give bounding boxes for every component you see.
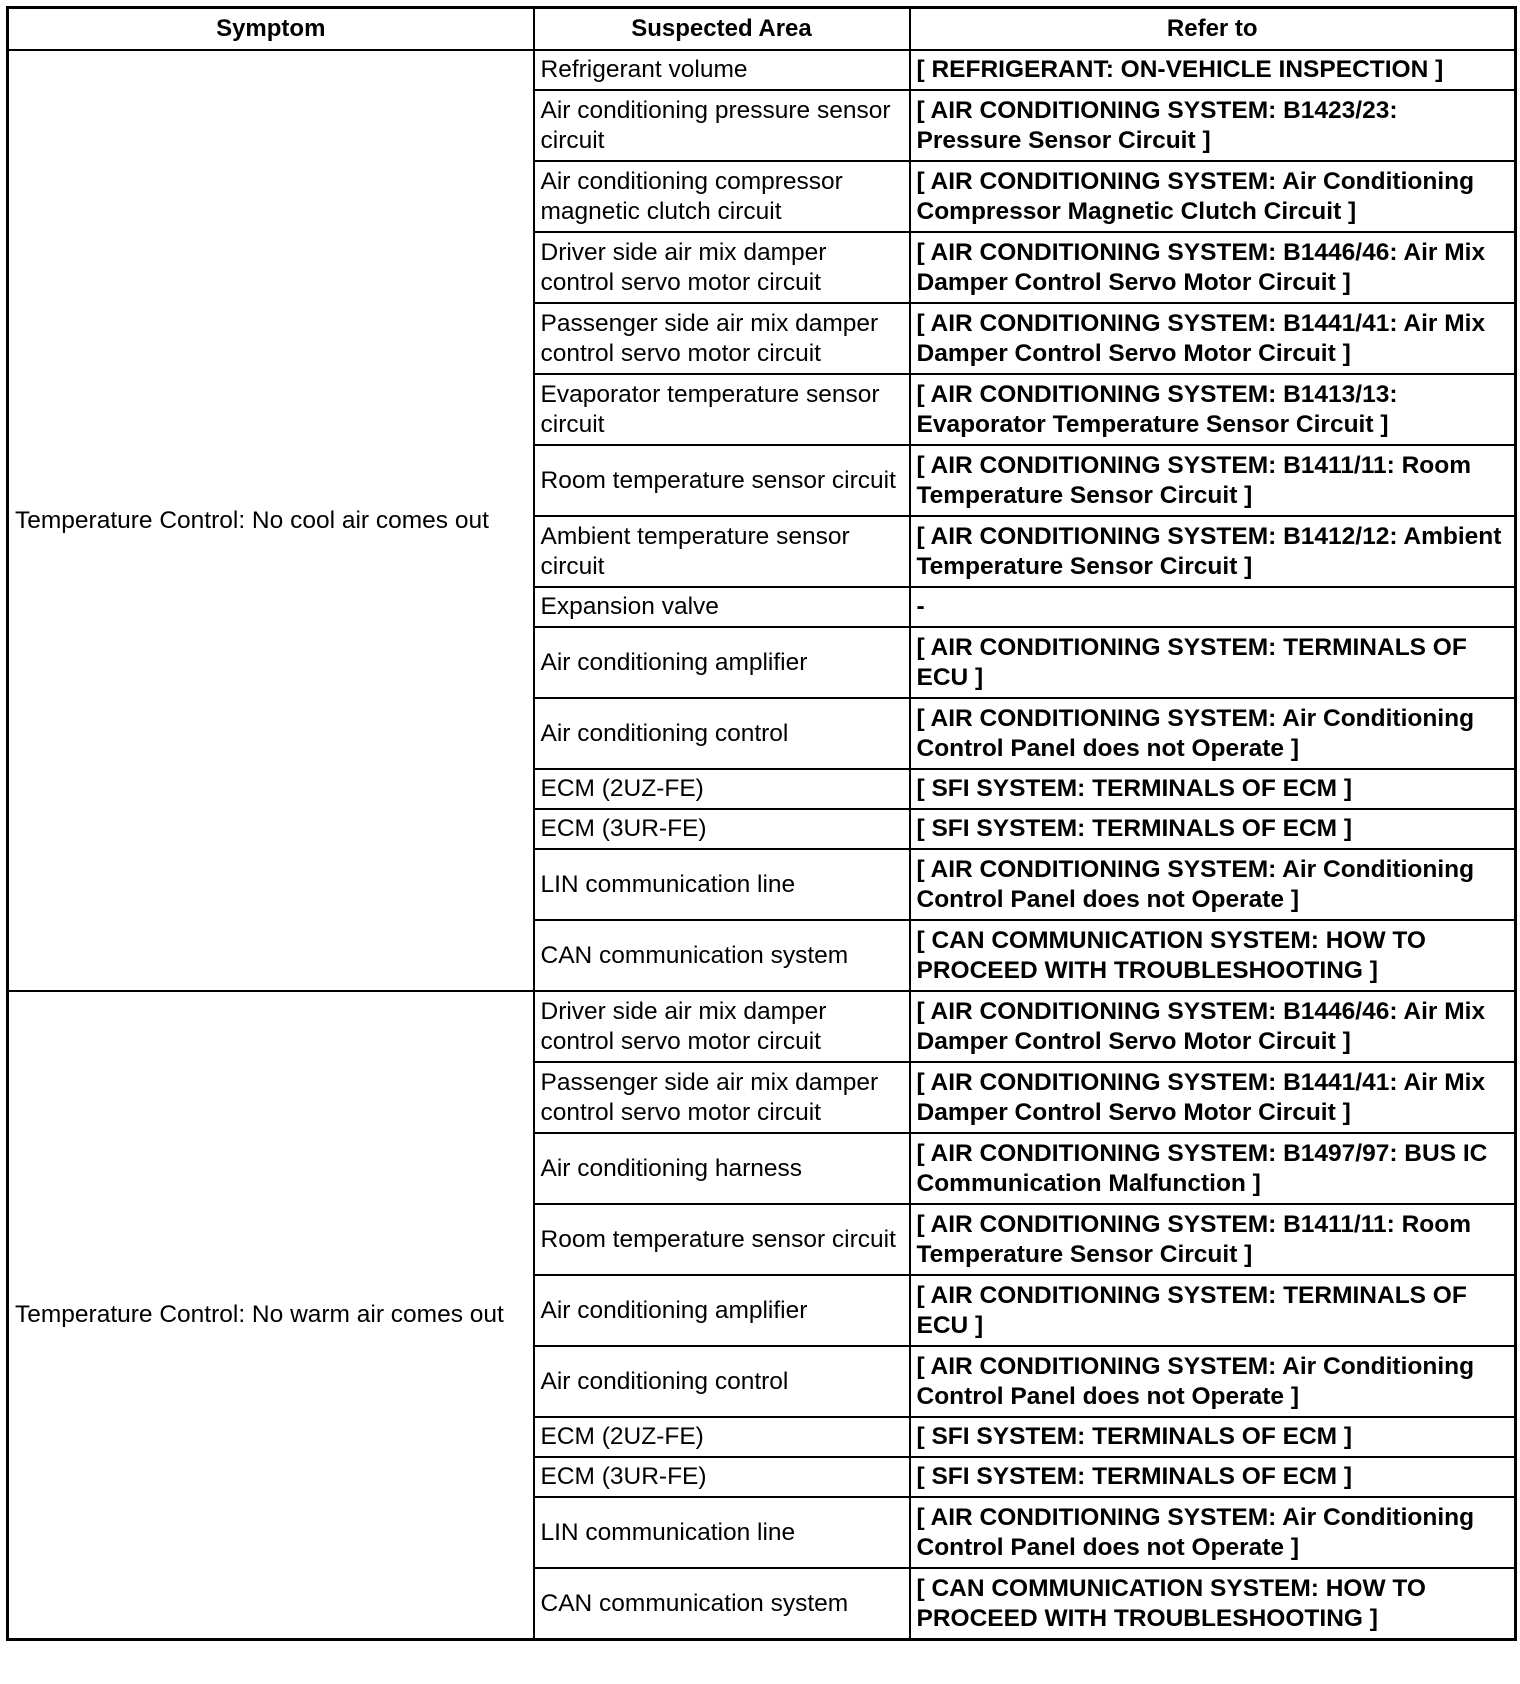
suspected-area-cell: Air conditioning amplifier — [534, 1275, 910, 1346]
suspected-area-cell: Ambient temperature sensor circuit — [534, 516, 910, 587]
refer-to-link[interactable]: [ AIR CONDITIONING SYSTEM: TERMINALS OF ECU ] — [910, 1275, 1516, 1346]
refer-to-link[interactable]: [ AIR CONDITIONING SYSTEM: B1441/41: Air Mix Damper Control Servo Motor Circuit ] — [910, 303, 1516, 374]
refer-to-link[interactable]: [ CAN COMMUNICATION SYSTEM: HOW TO PROCEED WITH TROUBLESHOOTING ] — [910, 920, 1516, 991]
refer-to-link[interactable]: [ AIR CONDITIONING SYSTEM: B1446/46: Air Mix Damper Control Servo Motor Circuit ] — [910, 232, 1516, 303]
suspected-area-cell: Driver side air mix damper control servo motor circuit — [534, 232, 910, 303]
refer-to-link[interactable]: [ AIR CONDITIONING SYSTEM: Air Conditioning Control Panel does not Operate ] — [910, 1346, 1516, 1417]
refer-to-link[interactable]: [ SFI SYSTEM: TERMINALS OF ECM ] — [910, 769, 1516, 809]
refer-to-link[interactable]: [ REFRIGERANT: ON-VEHICLE INSPECTION ] — [910, 50, 1516, 90]
table-row — [8, 991, 1516, 1062]
suspected-area-cell: LIN communication line — [534, 1497, 910, 1568]
suspected-area-cell: Room temperature sensor circuit — [534, 1204, 910, 1275]
suspected-area-cell: ECM (2UZ-FE) — [534, 769, 910, 809]
refer-to-text: - — [910, 587, 1516, 627]
suspected-area-cell: Air conditioning harness — [534, 1133, 910, 1204]
refer-to-link[interactable]: [ SFI SYSTEM: TERMINALS OF ECM ] — [910, 1457, 1516, 1497]
refer-to-link[interactable]: [ AIR CONDITIONING SYSTEM: B1423/23: Pressure Sensor Circuit ] — [910, 90, 1516, 161]
suspected-area-cell: Air conditioning control — [534, 1346, 910, 1417]
symptom-cell: Temperature Control: No warm air comes out — [8, 991, 534, 1640]
refer-to-link[interactable]: [ AIR CONDITIONING SYSTEM: B1497/97: BUS IC Communication Malfunction ] — [910, 1133, 1516, 1204]
refer-to-link[interactable]: [ AIR CONDITIONING SYSTEM: B1413/13: Evaporator Temperature Sensor Circuit ] — [910, 374, 1516, 445]
refer-to-link[interactable]: [ CAN COMMUNICATION SYSTEM: HOW TO PROCEED WITH TROUBLESHOOTING ] — [910, 1568, 1516, 1640]
refer-to-link[interactable]: [ AIR CONDITIONING SYSTEM: B1411/11: Room Temperature Sensor Circuit ] — [910, 445, 1516, 516]
suspected-area-cell: Air conditioning amplifier — [534, 627, 910, 698]
suspected-area-cell: Air conditioning compressor magnetic clutch circuit — [534, 161, 910, 232]
suspected-area-cell: Air conditioning control — [534, 698, 910, 769]
refer-to-link[interactable]: [ SFI SYSTEM: TERMINALS OF ECM ] — [910, 1417, 1516, 1457]
suspected-area-cell: Room temperature sensor circuit — [534, 445, 910, 516]
refer-to-link[interactable]: [ AIR CONDITIONING SYSTEM: Air Conditioning Control Panel does not Operate ] — [910, 698, 1516, 769]
suspected-area-cell: Air conditioning pressure sensor circuit — [534, 90, 910, 161]
suspected-area-cell: Driver side air mix damper control servo motor circuit — [534, 991, 910, 1062]
suspected-area-cell: ECM (3UR-FE) — [534, 809, 910, 849]
table-row — [8, 50, 1516, 90]
header-refer-to: Refer to — [910, 8, 1516, 51]
troubleshooting-table — [6, 6, 1517, 1641]
refer-to-link[interactable]: [ AIR CONDITIONING SYSTEM: Air Conditioning Control Panel does not Operate ] — [910, 1497, 1516, 1568]
suspected-area-cell: Evaporator temperature sensor circuit — [534, 374, 910, 445]
header-symptom: Symptom — [8, 8, 534, 51]
refer-to-link[interactable]: [ AIR CONDITIONING SYSTEM: B1446/46: Air Mix Damper Control Servo Motor Circuit ] — [910, 991, 1516, 1062]
refer-to-link[interactable]: [ SFI SYSTEM: TERMINALS OF ECM ] — [910, 809, 1516, 849]
suspected-area-cell: Refrigerant volume — [534, 50, 910, 90]
suspected-area-cell: CAN communication system — [534, 1568, 910, 1640]
header-row — [8, 8, 1516, 51]
refer-to-link[interactable]: [ AIR CONDITIONING SYSTEM: Air Conditioning Compressor Magnetic Clutch Circuit ] — [910, 161, 1516, 232]
suspected-area-cell: Expansion valve — [534, 587, 910, 627]
suspected-area-cell: CAN communication system — [534, 920, 910, 991]
refer-to-link[interactable]: [ AIR CONDITIONING SYSTEM: Air Conditioning Control Panel does not Operate ] — [910, 849, 1516, 920]
suspected-area-cell: Passenger side air mix damper control servo motor circuit — [534, 303, 910, 374]
refer-to-link[interactable]: [ AIR CONDITIONING SYSTEM: B1441/41: Air Mix Damper Control Servo Motor Circuit ] — [910, 1062, 1516, 1133]
header-suspected-area: Suspected Area — [534, 8, 910, 51]
refer-to-link[interactable]: [ AIR CONDITIONING SYSTEM: TERMINALS OF ECU ] — [910, 627, 1516, 698]
suspected-area-cell: LIN communication line — [534, 849, 910, 920]
symptom-cell: Temperature Control: No cool air comes out — [8, 50, 534, 991]
suspected-area-cell: ECM (3UR-FE) — [534, 1457, 910, 1497]
suspected-area-cell: ECM (2UZ-FE) — [534, 1417, 910, 1457]
refer-to-link[interactable]: [ AIR CONDITIONING SYSTEM: B1411/11: Room Temperature Sensor Circuit ] — [910, 1204, 1516, 1275]
suspected-area-cell: Passenger side air mix damper control servo motor circuit — [534, 1062, 910, 1133]
refer-to-link[interactable]: [ AIR CONDITIONING SYSTEM: B1412/12: Ambient Temperature Sensor Circuit ] — [910, 516, 1516, 587]
